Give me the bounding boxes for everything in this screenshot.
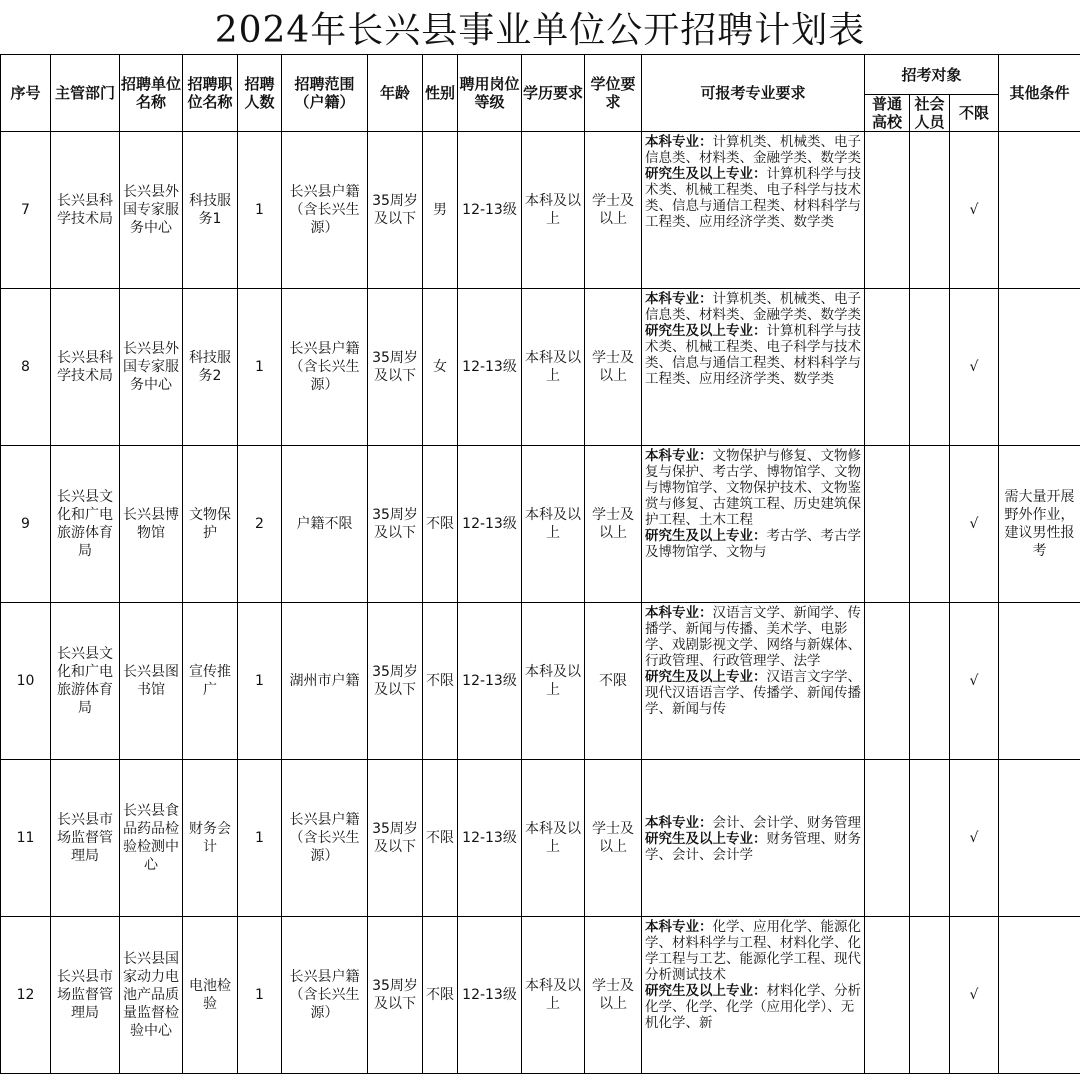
cell-scope: 户籍不限: [282, 446, 368, 603]
cell-unit: 长兴县国家动力电池产品质量监督检验中心: [120, 917, 183, 1074]
cell-position: 科技服务2: [183, 289, 238, 446]
cell-degree: 学士及以上: [585, 446, 642, 603]
cell-degree: 不限: [585, 603, 642, 760]
major-text: [645, 134, 862, 287]
cell-age: 35周岁及以下: [368, 446, 423, 603]
cell-other: [999, 289, 1080, 446]
cell-edu: 本科及以上: [522, 289, 585, 446]
cell-grade: 12-13级: [458, 289, 522, 446]
cell-unit: 长兴县食品药品检验检测中心: [120, 760, 183, 917]
bachelor-label: 本科专业：: [645, 919, 713, 935]
cell-dept: 长兴县文化和广电旅游体育局: [51, 603, 120, 760]
header-target-college: 普通高校: [865, 95, 910, 132]
header-degree: 学位要求: [585, 55, 642, 132]
cell-gender: 不限: [423, 603, 458, 760]
cell-age: 35周岁及以下: [368, 132, 423, 289]
bachelor-label: 本科专业：: [645, 134, 713, 150]
header-gender: 性别: [423, 55, 458, 132]
cell-dept: 长兴县科学技术局: [51, 132, 120, 289]
cell-position: 财务会计: [183, 760, 238, 917]
table-row: [1, 760, 1080, 917]
cell-major: [642, 917, 865, 1074]
header-target-social: 社会人员: [910, 95, 950, 132]
cell-major: [642, 132, 865, 289]
cell-count: 1: [238, 917, 282, 1074]
grad-majors: 财务管理、财务学、会计、会计学: [645, 831, 861, 863]
cell-age: 35周岁及以下: [368, 289, 423, 446]
grad-label: 研究生及以上专业：: [645, 669, 767, 685]
cell-unit: 长兴县博物馆: [120, 446, 183, 603]
recruitment-table: [0, 54, 1080, 1074]
header-other: 其他条件: [999, 55, 1080, 132]
bachelor-majors: 文物保护与修复、文物修复与保护、考古学、博物馆学、文物与博物馆学、文物保护技术、文物鉴赏与修复、古建筑工程、历史建筑保护工程、土木工程: [645, 448, 861, 528]
header-target-group: 招考对象: [865, 55, 999, 95]
cell-target-college: [865, 446, 910, 603]
header-scope: 招聘范围（户籍）: [282, 55, 368, 132]
cell-target-any: √: [950, 289, 999, 446]
table-row: [1, 603, 1080, 760]
cell-seq: 11: [1, 760, 51, 917]
cell-major: [642, 289, 865, 446]
header-seq: 序号: [1, 55, 51, 132]
bachelor-majors: 汉语言文学、新闻学、传播学、新闻与传播、美术学、电影学、戏剧影视文学、网络与新媒体、行政管理、行政管理学、法学: [645, 605, 861, 669]
header-position: 招聘职位名称: [183, 55, 238, 132]
cell-edu: 本科及以上: [522, 603, 585, 760]
cell-dept: 长兴县文化和广电旅游体育局: [51, 446, 120, 603]
grad-label: 研究生及以上专业：: [645, 528, 767, 544]
table-row: [1, 132, 1080, 289]
cell-target-social: [910, 917, 950, 1074]
cell-unit: 长兴县外国专家服务中心: [120, 289, 183, 446]
cell-edu: 本科及以上: [522, 132, 585, 289]
cell-other: [999, 917, 1080, 1074]
cell-target-college: [865, 289, 910, 446]
grad-label: 研究生及以上专业：: [645, 983, 767, 999]
cell-gender: 不限: [423, 760, 458, 917]
cell-scope: 长兴县户籍（含长兴生源）: [282, 289, 368, 446]
grad-label: 研究生及以上专业：: [645, 831, 767, 847]
cell-target-any: √: [950, 446, 999, 603]
cell-target-any: √: [950, 917, 999, 1074]
cell-edu: 本科及以上: [522, 760, 585, 917]
cell-grade: 12-13级: [458, 132, 522, 289]
cell-degree: 学士及以上: [585, 132, 642, 289]
cell-target-social: [910, 289, 950, 446]
cell-gender: 男: [423, 132, 458, 289]
cell-scope: 长兴县户籍（含长兴生源）: [282, 132, 368, 289]
bachelor-majors: 计算机类、机械类、电子信息类、材料类、金融学类、数学类: [645, 291, 861, 323]
cell-gender: 不限: [423, 917, 458, 1074]
cell-degree: 学士及以上: [585, 917, 642, 1074]
cell-major: [642, 603, 865, 760]
cell-count: 1: [238, 132, 282, 289]
cell-other: [999, 760, 1080, 917]
page-title: 2024年长兴县事业单位公开招聘计划表: [214, 10, 866, 51]
cell-other: [999, 132, 1080, 289]
cell-scope: 长兴县户籍（含长兴生源）: [282, 917, 368, 1074]
header-grade: 聘用岗位等级: [458, 55, 522, 132]
cell-unit: 长兴县图书馆: [120, 603, 183, 760]
cell-dept: 长兴县市场监督管理局: [51, 917, 120, 1074]
cell-position: 科技服务1: [183, 132, 238, 289]
cell-seq: 10: [1, 603, 51, 760]
grad-label: 研究生及以上专业：: [645, 166, 767, 182]
header-row: [1, 55, 1080, 95]
cell-edu: 本科及以上: [522, 917, 585, 1074]
bachelor-label: 本科专业：: [645, 291, 713, 307]
header-target-any: 不限: [950, 95, 999, 132]
major-text: [645, 815, 862, 863]
grad-label: 研究生及以上专业：: [645, 323, 767, 339]
cell-major: [642, 446, 865, 603]
grad-majors: 计算机科学与技术类、机械工程类、电子科学与技术类、信息与通信工程类、材料科学与工程类、应用经济学类、数学类: [645, 166, 861, 230]
major-text: [645, 448, 862, 601]
cell-count: 1: [238, 760, 282, 917]
cell-grade: 12-13级: [458, 446, 522, 603]
cell-count: 1: [238, 289, 282, 446]
cell-degree: 学士及以上: [585, 760, 642, 917]
table-row: [1, 289, 1080, 446]
cell-target-social: [910, 132, 950, 289]
table-body: [1, 132, 1080, 1074]
cell-grade: 12-13级: [458, 760, 522, 917]
bachelor-majors: 会计、会计学、财务管理: [712, 815, 861, 831]
major-text: [645, 605, 862, 758]
cell-target-college: [865, 603, 910, 760]
cell-dept: 长兴县市场监督管理局: [51, 760, 120, 917]
cell-other: 需大量开展野外作业，建议男性报考: [999, 446, 1080, 603]
cell-target-social: [910, 603, 950, 760]
cell-degree: 学士及以上: [585, 289, 642, 446]
bachelor-label: 本科专业：: [645, 448, 713, 464]
bachelor-label: 本科专业：: [645, 815, 713, 831]
cell-age: 35周岁及以下: [368, 603, 423, 760]
cell-seq: 12: [1, 917, 51, 1074]
bachelor-majors: 化学、应用化学、能源化学、材料科学与工程、材料化学、化学工程与工艺、能源化学工程、现代分析测试技术: [645, 919, 861, 983]
cell-target-college: [865, 917, 910, 1074]
header-edu: 学历要求: [522, 55, 585, 132]
cell-seq: 7: [1, 132, 51, 289]
cell-seq: 8: [1, 289, 51, 446]
cell-target-college: [865, 132, 910, 289]
cell-age: 35周岁及以下: [368, 760, 423, 917]
header-major: 可报考专业要求: [642, 55, 865, 132]
header-unit: 招聘单位名称: [120, 55, 183, 132]
cell-position: 文物保护: [183, 446, 238, 603]
cell-grade: 12-13级: [458, 603, 522, 760]
cell-other: [999, 603, 1080, 760]
cell-position: 电池检验: [183, 917, 238, 1074]
cell-scope: 长兴县户籍（含长兴生源）: [282, 760, 368, 917]
cell-position: 宣传推广: [183, 603, 238, 760]
bachelor-label: 本科专业：: [645, 605, 713, 621]
header-dept: 主管部门: [51, 55, 120, 132]
grad-majors: 汉语言文字学、现代汉语语言学、传播学、新闻传播学、新闻与传: [645, 669, 861, 717]
cell-count: 2: [238, 446, 282, 603]
cell-count: 1: [238, 603, 282, 760]
cell-target-any: √: [950, 603, 999, 760]
cell-age: 35周岁及以下: [368, 917, 423, 1074]
cell-gender: 不限: [423, 446, 458, 603]
cell-target-social: [910, 446, 950, 603]
cell-target-any: √: [950, 132, 999, 289]
grad-majors: 考古学、考古学及博物馆学、文物与: [645, 528, 861, 560]
cell-grade: 12-13级: [458, 917, 522, 1074]
cell-gender: 女: [423, 289, 458, 446]
cell-scope: 湖州市户籍: [282, 603, 368, 760]
cell-seq: 9: [1, 446, 51, 603]
header-count: 招聘人数: [238, 55, 282, 132]
grad-majors: 材料化学、分析化学、化学、化学（应用化学）、无机化学、新: [645, 983, 861, 1031]
cell-target-college: [865, 760, 910, 917]
grad-majors: 计算机科学与技术类、机械工程类、电子科学与技术类、信息与通信工程类、材料科学与工程类、应用经济学类、数学类: [645, 323, 861, 387]
table-row: [1, 446, 1080, 603]
cell-edu: 本科及以上: [522, 446, 585, 603]
cell-unit: 长兴县外国专家服务中心: [120, 132, 183, 289]
cell-target-any: √: [950, 760, 999, 917]
table-row: [1, 917, 1080, 1074]
cell-dept: 长兴县科学技术局: [51, 289, 120, 446]
major-text: [645, 919, 862, 1072]
major-text: [645, 291, 862, 444]
bachelor-majors: 计算机类、机械类、电子信息类、材料类、金融学类、数学类: [645, 134, 861, 166]
header-age: 年龄: [368, 55, 423, 132]
cell-target-social: [910, 760, 950, 917]
cell-major: [642, 760, 865, 917]
